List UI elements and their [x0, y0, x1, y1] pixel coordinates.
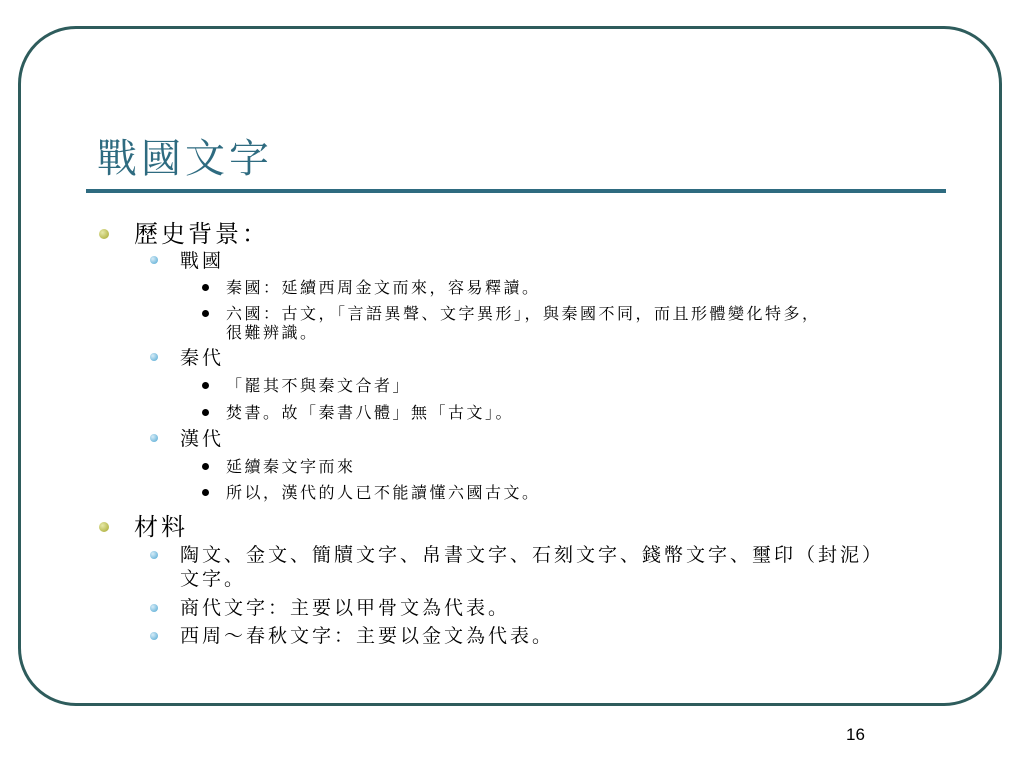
outline-item-materials [134, 512, 188, 542]
list-item [180, 596, 510, 620]
list-item-text: 焚書。故「秦書八體」無「古文」。 [226, 403, 515, 422]
han-label: 漢代 [180, 428, 225, 450]
outline-item-qin [180, 346, 224, 370]
level1-bullet-icon [99, 229, 109, 239]
level3-bullet-icon [202, 284, 209, 291]
list-item-text: 「罷其不與秦文合者」 [226, 376, 412, 395]
list-item-text: 所以，漢代的人已不能讀懂六國古文。 [226, 483, 541, 502]
level2-bullet-icon [150, 434, 158, 442]
list-item-text: 六國：古文，「言語異聲、文字異形」，與秦國不同，而且形體變化特多， [226, 304, 821, 323]
list-item [180, 543, 884, 567]
list-item [226, 304, 821, 324]
level3-bullet-icon [202, 382, 209, 389]
list-item-text: 延續秦文字而來 [226, 457, 356, 476]
list-item [226, 403, 514, 423]
history-label: 歷史背景： [134, 220, 269, 248]
qin-label: 秦代 [180, 347, 225, 369]
level2-bullet-icon [150, 353, 158, 361]
outline-item-warring-states [180, 249, 224, 273]
level3-bullet-icon [202, 310, 209, 317]
page-number: 16 [846, 725, 865, 744]
level3-bullet-icon [202, 409, 209, 416]
list-item-continuation [226, 323, 319, 343]
list-item-text: 西周～春秋文字：主要以金文為代表。 [180, 625, 555, 647]
slide-title: 戰國文字 [97, 136, 273, 182]
level2-bullet-icon [150, 551, 158, 559]
list-item [226, 376, 411, 396]
level1-bullet-icon [99, 522, 109, 532]
list-item [226, 483, 541, 503]
level3-bullet-icon [202, 489, 209, 496]
list-item-text: 陶文、金文、簡牘文字、帛書文字、石刻文字、錢幣文字、璽印（封泥） [180, 544, 885, 566]
list-item [226, 278, 541, 298]
list-item [180, 624, 554, 648]
outline-item-han [180, 427, 224, 451]
list-item-continuation [180, 567, 246, 591]
level2-bullet-icon [150, 604, 158, 612]
outline-item-history [134, 219, 269, 249]
level3-bullet-icon [202, 463, 209, 470]
list-item [226, 457, 356, 477]
list-item-text: 文字。 [180, 568, 247, 590]
materials-label: 材料 [134, 513, 188, 541]
level2-bullet-icon [150, 632, 158, 640]
list-item-text: 秦國：延續西周金文而來，容易釋讀。 [226, 278, 541, 297]
level2-bullet-icon [150, 256, 158, 264]
list-item-text: 商代文字：主要以甲骨文為代表。 [180, 597, 511, 619]
warring-states-label: 戰國 [180, 250, 225, 272]
list-item-text: 很難辨識。 [226, 323, 319, 342]
